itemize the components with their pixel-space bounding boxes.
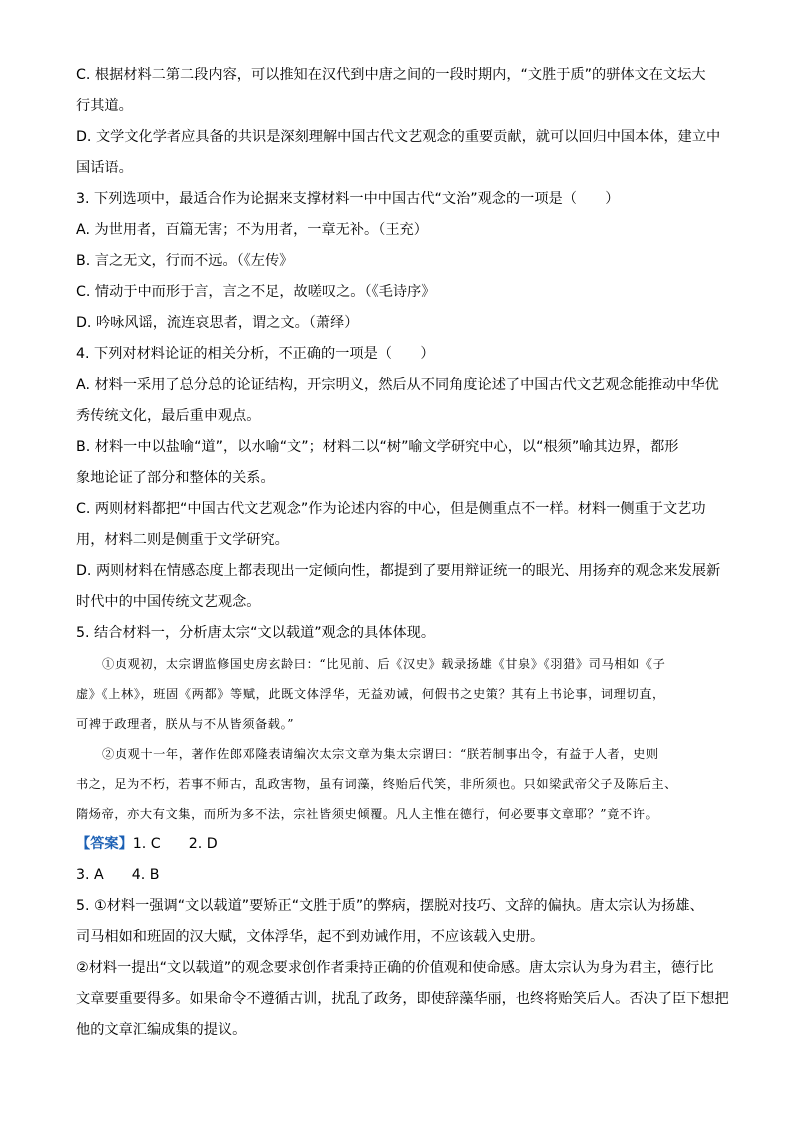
- excerpt-1-line-3: 可裨于政理者，朕从与不从皆须备载。”: [76, 717, 295, 731]
- q4-option-d-line-2: 时代中的中国传统文艺观念。: [76, 594, 261, 610]
- excerpt-1-line-1: ①贞观初，太宗谓监修国史房玄龄曰：“比见前、后《汉史》载录扬雄《甘泉》《羽猎》司马相如《子: [102, 657, 666, 671]
- excerpt-1-line-2: 虚》《上林》，班固《两都》等赋，此既文体浮华，无益劝诫，何假书之史策？其有上书论事，词理切直，: [76, 687, 665, 701]
- q3-option-b: B. 言之无文，行而不远。（《左传》: [76, 253, 294, 269]
- q4-option-b-line-2: 象地论证了部分和整体的关系。: [76, 470, 275, 486]
- option-d-line-1: D. 文学文化学者应具备的共识是深刻理解中国古代文艺观念的重要贡献，就可以回归中国本体，建立中: [76, 129, 721, 145]
- answer-1: 1. C: [132, 836, 161, 852]
- question-4: 4. 下列对材料论证的相关分析，不正确的一项是（ ）: [76, 346, 435, 362]
- q4-option-d-line-1: D. 两则材料在情感态度上都表现出一定倾向性，都提到了要用辩证统一的眼光、用扬弃的观念来发展新: [76, 563, 721, 579]
- answer-5-line-2: 司马相如和班固的汉大赋，文体浮华，起不到劝诫作用，不应该载入史册。: [76, 929, 545, 945]
- question-3: 3. 下列选项中，最适合作为论据来支撑材料一中中国古代“文治”观念的一项是（ ）: [76, 191, 620, 207]
- q3-option-c: C. 情动于中而形于言，言之不足，故嗟叹之。（《毛诗序》: [76, 284, 436, 300]
- answer-5-line-1: 5. ①材料一强调“文以载道”要矫正“文胜于质”的弊病，摆脱对技巧、文辞的偏执。唐太宗认为扬雄、: [76, 898, 704, 914]
- option-c-line-1: C. 根据材料二第二段内容，可以推知在汉代到中唐之间的一段时期内，“文胜于质”的骈体文在文坛大: [76, 67, 706, 83]
- answer-5-line-4: 文章要重要得多。如果命令不遵循古训，扰乱了政务，即使辞藻华丽，也终将贻笑后人。否决了臣下想把: [76, 991, 729, 1007]
- q4-option-c-line-2: 用，材料二则是侧重于文学研究。: [76, 532, 289, 548]
- q3-option-d: D. 吟咏风谣，流连哀思者，谓之文。（萧绎）: [76, 315, 359, 331]
- excerpt-2-line-1: ②贞观十一年，著作佐郎邓隆表请编次太宗文章为集太宗谓曰：“朕若制事出令，有益于人者，史则: [102, 747, 659, 761]
- answer-2: 2. D: [188, 836, 218, 852]
- answer-4: 4. B: [131, 867, 160, 883]
- answer-row-1: [76, 829, 726, 860]
- answer-row-2: [76, 860, 726, 891]
- answer-3: 3. A: [76, 867, 104, 883]
- document-page: [76, 60, 729, 1046]
- question-5: 5. 结合材料一，分析唐太宗“文以载道”观念的具体体现。: [76, 625, 436, 641]
- q4-option-a-line-2: 秀传统文化，最后重申观点。: [76, 408, 261, 424]
- excerpt-2-line-2: 书之，足为不朽，若事不师古，乱政害物，虽有词藻，终贻后代笑，非所须也。只如梁武帝父子及陈后主、: [76, 777, 678, 791]
- q3-option-a: A. 为世用者，百篇无害；不为用者，一章无补。（王充）: [76, 222, 428, 238]
- answer-tag: 【答案】: [76, 836, 133, 852]
- answer-5-line-3: ②材料一提出“文以载道”的观念要求创作者秉持正确的价值观和使命感。唐太宗认为身为君主，德行比: [76, 960, 714, 976]
- q4-option-b-line-1: B. 材料一中以盐喻“道”，以水喻“文”；材料二以“树”喻文学研究中心，以“根须”喻其边界，都形: [76, 439, 679, 455]
- answer-5-line-5: 他的文章汇编成集的提议。: [76, 1022, 247, 1038]
- option-d-line-2: 国话语。: [76, 160, 133, 176]
- excerpt-2-line-3: 隋炀帝，亦大有文集，而所为多不法，宗社皆须史倾覆。凡人主惟在德行，何必要事文章耶？”竟不许。: [76, 807, 659, 821]
- option-c-line-2: 行其道。: [76, 98, 133, 114]
- q4-option-c-line-1: C. 两则材料都把“中国古代文艺观念”作为论述内容的中心，但是侧重点不一样。材料一侧重于文艺功: [76, 501, 706, 517]
- q4-option-a-line-1: A. 材料一采用了总分总的论证结构，开宗明义，然后从不同角度论述了中国古代文艺观念能推动中华优: [76, 377, 719, 393]
